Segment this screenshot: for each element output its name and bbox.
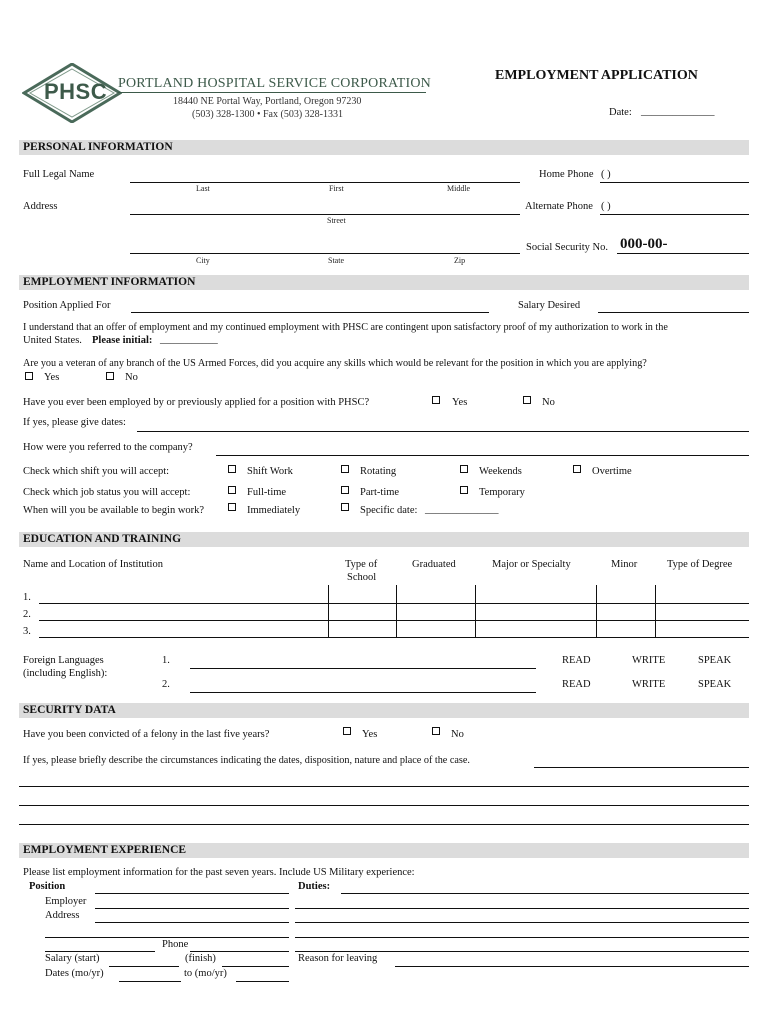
position-field[interactable]: [131, 312, 489, 313]
shift-label: Check which shift you will accept:: [23, 466, 170, 477]
rotating-checkbox[interactable]: [341, 465, 349, 473]
employed-yes-label: Yes: [452, 397, 468, 408]
describe-field[interactable]: [19, 786, 749, 787]
employer-field[interactable]: [95, 908, 289, 909]
company-name: PORTLAND HOSPITAL SERVICE CORPORATION: [118, 76, 431, 91]
felony-no-label: No: [451, 729, 464, 740]
section-title: SECURITY DATA: [23, 704, 116, 716]
read-label: READ: [562, 655, 591, 666]
write-label: WRITE: [632, 655, 666, 666]
col-major: Major or Specialty: [492, 559, 571, 570]
salary-finish-label: (finish): [185, 953, 216, 964]
temporary-checkbox[interactable]: [460, 486, 468, 494]
felony-yes-checkbox[interactable]: [343, 727, 351, 735]
temporary-label: Temporary: [479, 487, 525, 498]
street-field[interactable]: [130, 214, 520, 215]
section-title: EMPLOYMENT EXPERIENCE: [23, 844, 187, 856]
col-type-line2: School: [347, 572, 377, 583]
edu-col-divider: [596, 585, 597, 638]
immediately-checkbox[interactable]: [228, 503, 236, 511]
exp-position-field[interactable]: [95, 893, 289, 894]
salary-finish-field[interactable]: [222, 966, 289, 967]
section-employment: [19, 275, 749, 290]
edu-col-divider: [328, 585, 329, 638]
edu-row-number: 1.: [23, 592, 31, 603]
salary-field[interactable]: [598, 312, 749, 313]
company-phone: (503) 328-1300 • Fax (503) 328-1331: [192, 109, 343, 120]
lang-row-number: 1.: [162, 655, 170, 666]
duties-label: Duties:: [298, 881, 331, 892]
full-time-checkbox[interactable]: [228, 486, 236, 494]
edu-row-line[interactable]: [39, 603, 749, 604]
edu-row-line[interactable]: [39, 637, 749, 638]
speak-label: SPEAK: [698, 679, 732, 690]
phsc-logo: [22, 63, 122, 123]
section-education: [19, 532, 749, 547]
describe-field[interactable]: [534, 767, 749, 768]
felony-no-checkbox[interactable]: [432, 727, 440, 735]
dates-label: Dates (mo/yr): [45, 968, 104, 979]
phone-label: Phone: [162, 939, 189, 950]
company-address: 18440 NE Portal Way, Portland, Oregon 97230: [173, 96, 362, 107]
initial-field[interactable]: ___________: [160, 334, 218, 345]
col-institution: Name and Location of Institution: [23, 559, 163, 570]
city-state-zip-field[interactable]: [130, 253, 520, 254]
city-caption: City: [196, 256, 210, 265]
veteran-yes-checkbox[interactable]: [25, 372, 33, 380]
weekends-label: Weekends: [479, 466, 522, 477]
please-initial-label: Please initial:: [92, 335, 153, 346]
dates-label: If yes, please give dates:: [23, 417, 126, 428]
salary-start-field[interactable]: [109, 966, 179, 967]
col-graduated: Graduated: [412, 559, 456, 570]
section-experience: [19, 843, 749, 858]
rotating-label: Rotating: [360, 466, 397, 477]
offer-text-line2: United States.: [23, 335, 82, 346]
veteran-no-checkbox[interactable]: [106, 372, 114, 380]
dates-to-field[interactable]: [236, 981, 289, 982]
section-title: EDUCATION AND TRAINING: [23, 533, 182, 545]
employed-no-checkbox[interactable]: [523, 396, 531, 404]
duties-field[interactable]: [295, 922, 749, 923]
street-caption: Street: [327, 216, 346, 225]
dates-from-field[interactable]: [119, 981, 181, 982]
full-name-label: Full Legal Name: [23, 169, 95, 180]
describe-field[interactable]: [19, 824, 749, 825]
veteran-yes-label: Yes: [44, 372, 60, 383]
employed-question: Have you ever been employed by or previously applied for a position with PHSC?: [23, 397, 370, 408]
specific-date-checkbox[interactable]: [341, 503, 349, 511]
edu-col-divider: [655, 585, 656, 638]
edu-col-divider: [475, 585, 476, 638]
employer-label: Employer: [45, 896, 87, 907]
company-rule: [118, 92, 426, 93]
duties-field[interactable]: [295, 908, 749, 909]
employer-city-field[interactable]: [45, 951, 155, 952]
full-time-label: Full-time: [247, 487, 287, 498]
shift-work-label: Shift Work: [247, 466, 293, 477]
lang-row-number: 2.: [162, 679, 170, 690]
overtime-label: Overtime: [592, 466, 632, 477]
first-caption: First: [329, 184, 344, 193]
weekends-checkbox[interactable]: [460, 465, 468, 473]
specific-date-field[interactable]: ______________: [425, 504, 499, 515]
home-phone-label: Home Phone: [539, 169, 594, 180]
home-phone-field[interactable]: [600, 182, 749, 183]
col-minor: Minor: [611, 559, 638, 570]
edu-row-number: 3.: [23, 626, 31, 637]
experience-intro: Please list employment information for the past seven years. Include US Military experience:: [23, 867, 415, 878]
section-title: EMPLOYMENT INFORMATION: [23, 276, 196, 288]
overtime-checkbox[interactable]: [573, 465, 581, 473]
address-label: Address: [45, 910, 80, 921]
felony-yes-label: Yes: [362, 729, 378, 740]
begin-label: When will you be available to begin work?: [23, 505, 205, 516]
edu-col-divider: [396, 585, 397, 638]
veteran-question: Are you a veteran of any branch of the US Armed Forces, did you acquire any skills which would be relevant for the position in which you are applying?: [23, 358, 647, 369]
referred-label: How were you referred to the company?: [23, 442, 193, 453]
duties-field[interactable]: [295, 951, 749, 952]
employed-yes-checkbox[interactable]: [432, 396, 440, 404]
col-degree: Type of Degree: [667, 559, 733, 570]
specific-date-label: Specific date:: [360, 505, 418, 516]
position-label: Position Applied For: [23, 300, 111, 311]
languages-label: Foreign Languages: [23, 655, 104, 666]
address-label: Address: [23, 201, 58, 212]
reason-field[interactable]: [395, 966, 749, 967]
veteran-no-label: No: [125, 372, 138, 383]
col-type-line1: Type of: [345, 559, 378, 570]
read-label: READ: [562, 679, 591, 690]
state-caption: State: [328, 256, 344, 265]
speak-label: SPEAK: [698, 655, 732, 666]
duties-field[interactable]: [295, 937, 749, 938]
duties-field[interactable]: [341, 893, 749, 894]
shift-work-checkbox[interactable]: [228, 465, 236, 473]
status-label: Check which job status you will accept:: [23, 487, 191, 498]
date-label: Date:: [609, 107, 632, 118]
zip-caption: Zip: [454, 256, 466, 265]
logo-text: PHSC: [44, 79, 108, 104]
languages-sublabel: (including English):: [23, 668, 108, 679]
salary-start-label: Salary (start): [45, 953, 100, 964]
employed-no-label: No: [542, 397, 555, 408]
ssn-field[interactable]: [617, 253, 749, 254]
middle-caption: Middle: [447, 184, 471, 193]
language-field[interactable]: [190, 692, 536, 693]
felony-question: Have you been convicted of a felony in the last five years?: [23, 729, 270, 740]
alt-phone-field[interactable]: [600, 214, 749, 215]
referred-field[interactable]: [216, 455, 749, 456]
employer-phone-field[interactable]: [190, 951, 289, 952]
date-field[interactable]: ______________: [641, 106, 715, 117]
last-caption: Last: [196, 184, 210, 193]
alt-phone-label: Alternate Phone: [525, 201, 593, 212]
dates-to-label: to (mo/yr): [184, 968, 227, 979]
section-security: [19, 703, 749, 718]
describe-instruction: If yes, please briefly describe the circumstances indicating the dates, disposition, nature and place of the case.: [23, 755, 470, 766]
ssn-prefix: 000-00-: [620, 236, 668, 252]
full-name-field[interactable]: [130, 182, 520, 183]
position-label: Position: [29, 881, 66, 892]
employer-address-field[interactable]: [95, 922, 289, 923]
edu-row-line[interactable]: [39, 620, 749, 621]
immediately-label: Immediately: [247, 505, 301, 516]
reason-label: Reason for leaving: [298, 953, 378, 964]
part-time-label: Part-time: [360, 487, 400, 498]
section-title: PERSONAL INFORMATION: [23, 141, 173, 153]
ssn-label: Social Security No.: [526, 242, 608, 253]
section-personal: [19, 140, 749, 155]
dates-field[interactable]: [137, 431, 749, 432]
salary-label: Salary Desired: [518, 300, 581, 311]
home-phone-paren: ( ): [601, 169, 611, 180]
describe-field[interactable]: [19, 805, 749, 806]
edu-row-number: 2.: [23, 609, 31, 620]
form-title: EMPLOYMENT APPLICATION: [495, 68, 698, 83]
language-field[interactable]: [190, 668, 536, 669]
alt-phone-paren: ( ): [601, 201, 611, 212]
write-label: WRITE: [632, 679, 666, 690]
part-time-checkbox[interactable]: [341, 486, 349, 494]
employer-address-field[interactable]: [45, 937, 289, 938]
offer-text-line1: I understand that an offer of employment and my continued employment with PHSC are contingent upon satisfactory proof of my authorization to work in the: [23, 322, 668, 333]
